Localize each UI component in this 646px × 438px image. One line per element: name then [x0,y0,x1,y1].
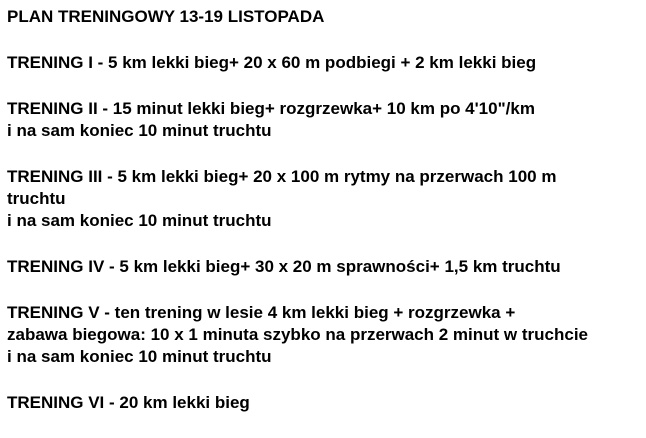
paragraph-trening-4 [7,256,640,278]
paragraph-line: i na sam koniec 10 minut truchtu [7,121,272,140]
paragraph-trening-5 [7,302,640,368]
paragraph-line: zabawa biegowa: 10 x 1 minuta szybko na przerwach 2 minut w truchcie [7,325,588,344]
paragraph-trening-6 [7,392,640,414]
paragraph-trening-1 [7,52,640,74]
paragraph-trening-2 [7,98,640,142]
paragraph-line: TRENING III - 5 km lekki bieg+ 20 x 100 m rytmy na przerwach 100 m [7,167,557,186]
paragraph-line: i na sam koniec 10 minut truchtu [7,211,272,230]
paragraph-line: TRENING I - 5 km lekki bieg+ 20 x 60 m podbiegi + 2 km lekki bieg [7,53,537,72]
paragraph-line: TRENING IV - 5 km lekki bieg+ 30 x 20 m sprawności+ 1,5 km truchtu [7,257,561,276]
paragraph-line: TRENING II - 15 minut lekki bieg+ rozgrzewka+ 10 km po 4'10"/km [7,99,535,118]
paragraph-line: i na sam koniec 10 minut truchtu [7,347,272,366]
paragraph-trening-3 [7,166,640,232]
paragraph-line: truchtu [7,189,66,208]
page-title: PLAN TRENINGOWY 13-19 LISTOPADA [7,7,325,26]
paragraph-line: TRENING VI - 20 km lekki bieg [7,393,250,412]
paragraph-line: TRENING V - ten trening w lesie 4 km lekki bieg + rozgrzewka + [7,303,516,322]
